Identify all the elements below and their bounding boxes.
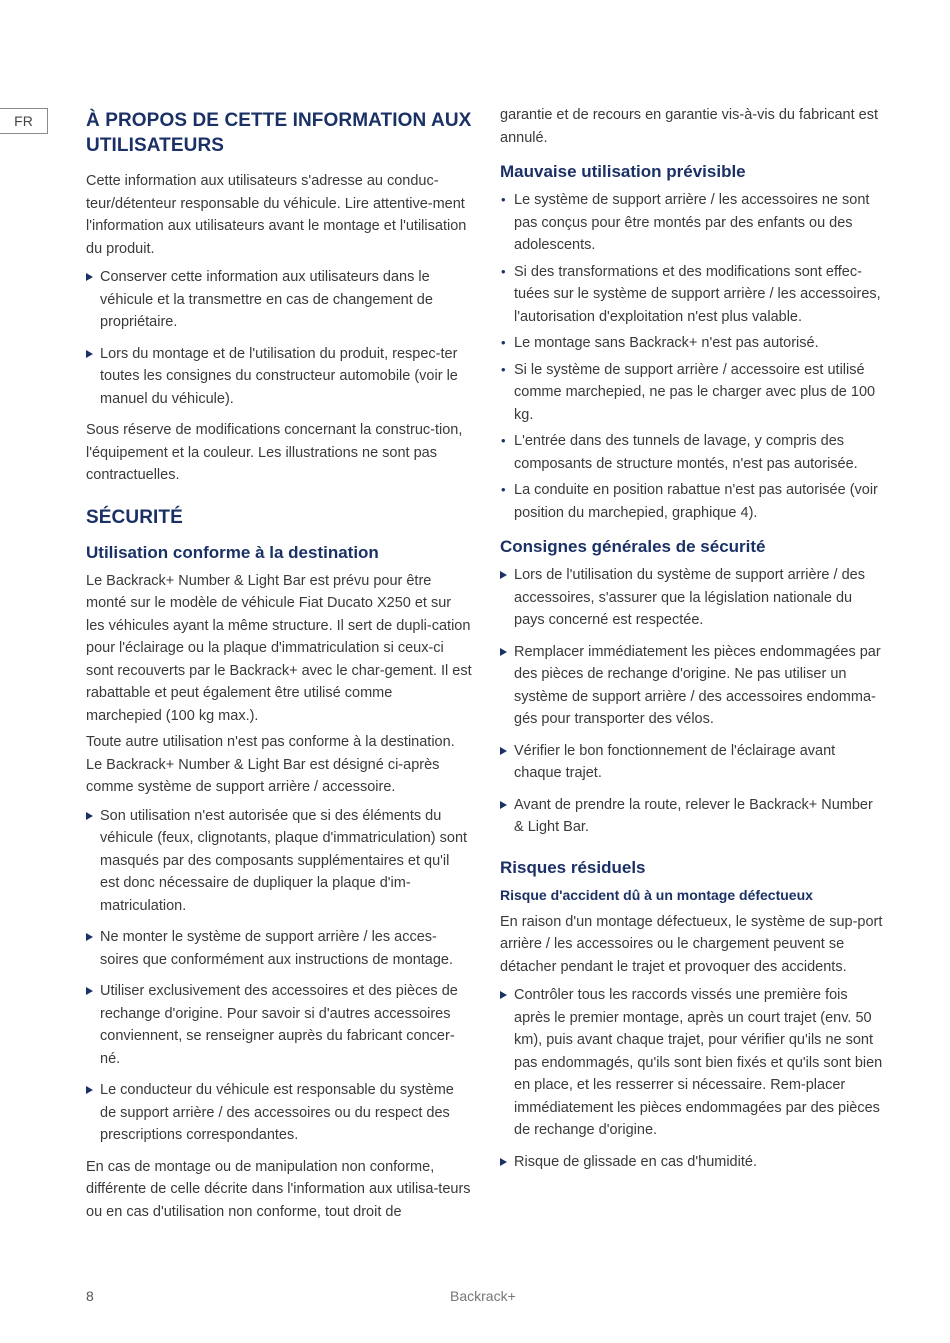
list-item: Le conducteur du véhicule est responsable du système de support arrière / des accessoires ou du respect des prescriptions correspondantes. bbox=[86, 1079, 472, 1147]
list-item: Ne monter le système de support arrière / les acces-soires que conformément aux instructions de montage. bbox=[86, 926, 472, 971]
misuse-bullet-list bbox=[500, 189, 886, 524]
intended-use-paragraph: En cas de montage ou de manipulation non conforme, différente de celle décrite dans l'information aux utilisa-teurs ou en cas d'utilisation non conforme, tout droit de bbox=[86, 1158, 471, 1220]
list-item: • L'entrée dans des tunnels de lavage, y compris des composants de structure montés, n'est pas autorisée. bbox=[500, 430, 886, 475]
intended-use-bullet-list bbox=[86, 805, 472, 1147]
general-safety-heading: Consignes générales de sécurité bbox=[500, 537, 766, 556]
safety-heading: SÉCURITÉ bbox=[86, 506, 183, 528]
list-item: Lors du montage et de l'utilisation du produit, respec-ter toutes les consignes du constructeur automobile (voir le manuel du véhicule). bbox=[86, 343, 472, 411]
intended-use-paragraph: Le Backrack+ Number & Light Bar est prévu pour être monté sur le modèle de véhicule Fiat Ducato X250 et sur les véhicules ayant la même structure. Il sert de dupli-cation pour l'éclairage ou la plaque d'immatriculation si ceux-ci sont recouverts par le Backrack+ avec le char-gement. Il est rabattable et peut également être utilisé comme marchepied (100 kg max.). bbox=[86, 572, 472, 724]
left-column bbox=[86, 108, 472, 1229]
intended-use-heading: Utilisation conforme à la destination bbox=[86, 542, 379, 562]
list-item: Contrôler tous les raccords vissés une première fois après le premier montage, après un court trajet (env. 50 km), puis avant chaque trajet, pour vérifier qu'ils ne sont pas endommagés, qu'ils sont bien fixés et qu'ils sont bien en place, et les resserrer si nécessaire. Rem-placer immédiatement les pièces endommagées par des pièces de rechange d'origine. bbox=[500, 984, 886, 1142]
list-item: • Le système de support arrière / les accessoires ne sont pas conçus pour être montés par des enfants ou des adolescents. bbox=[500, 189, 886, 257]
continued-text: garantie et de recours en garantie vis-à-vis du fabricant est annulé. bbox=[500, 107, 879, 146]
accident-risk-text: En raison d'un montage défectueux, le système de sup-port arrière / les accessoires ou le chargement peuvent se détacher pendant le trajet et provoquer des accidents. bbox=[500, 913, 883, 975]
about-heading: À PROPOS DE CETTE INFORMATION AUX UTILISATEURS bbox=[86, 110, 472, 156]
intended-use-paragraph: Toute autre utilisation n'est pas conforme à la destination. Le Backrack+ Number & Light Bar est désigné ci-après comme système de support arrière / accessoire. bbox=[86, 734, 455, 795]
about-note: Sous réserve de modifications concernant la construc-tion, l'équipement et la couleur. Les illustrations ne sont pas contractuelles. bbox=[86, 422, 463, 483]
list-item: Utiliser exclusivement des accessoires et des pièces de rechange d'origine. Pour savoir si d'autres accessoires conviennent, se renseigner auprès du fabricant concer-né. bbox=[86, 980, 472, 1070]
residual-risks-heading: Risques résiduels bbox=[500, 857, 646, 877]
about-bullet-list bbox=[86, 266, 472, 410]
accident-risk-subheading: Risque d'accident dû à un montage défectueux bbox=[500, 886, 813, 903]
general-safety-bullet-list bbox=[500, 564, 886, 839]
list-item: Avant de prendre la route, relever le Backrack+ Number & Light Bar. bbox=[500, 794, 886, 839]
accident-bullet-list bbox=[500, 984, 886, 1173]
list-item: Son utilisation n'est autorisée que si des éléments du véhicule (feux, clignotants, plaque d'immatriculation) sont masqués par des composants supplémentaires et qu'il est donc nécessaire de dupliquer la plaque d'im-matriculation. bbox=[86, 805, 472, 918]
list-item: • Si des transformations et des modifications sont effec-tuées sur le système de support arrière / les accessoires, l'autorisation d'exploitation n'est plus valable. bbox=[500, 261, 886, 329]
list-item: Remplacer immédiatement les pièces endommagées par des pièces de rechange d'origine. Ne pas utiliser un système de support arrière / des accessoires endomma-gés pour transporter des vélos. bbox=[500, 641, 886, 731]
list-item: Risque de glissade en cas d'humidité. bbox=[500, 1151, 886, 1174]
list-item: • La conduite en position rabattue n'est pas autorisée (voir position du marchepied, graphique 4). bbox=[500, 479, 886, 524]
about-intro: Cette information aux utilisateurs s'adresse au conduc-teur/détenteur responsable du véhicule. Lire attentive-ment l'information aux utilisateurs avant le montage et l'utilisation du produit. bbox=[86, 173, 467, 257]
language-tab: FR bbox=[0, 108, 48, 134]
right-column bbox=[500, 104, 886, 1182]
misuse-heading: Mauvaise utilisation prévisible bbox=[500, 162, 746, 181]
list-item: • Le montage sans Backrack+ n'est pas autorisé. bbox=[500, 332, 886, 355]
list-item: Vérifier le bon fonctionnement de l'éclairage avant chaque trajet. bbox=[500, 740, 886, 785]
page-number: 8 bbox=[86, 1288, 94, 1304]
list-item: Lors de l'utilisation du système de support arrière / des accessoires, s'assurer que la législation nationale du pays concerné est respectée. bbox=[500, 564, 886, 632]
list-item: Conserver cette information aux utilisateurs dans le véhicule et la transmettre en cas de changement de propriétaire. bbox=[86, 266, 472, 334]
footer-brand: Backrack+ bbox=[450, 1288, 516, 1304]
list-item: • Si le système de support arrière / accessoire est utilisé comme marchepied, ne pas le charger avec plus de 100 kg. bbox=[500, 359, 886, 427]
